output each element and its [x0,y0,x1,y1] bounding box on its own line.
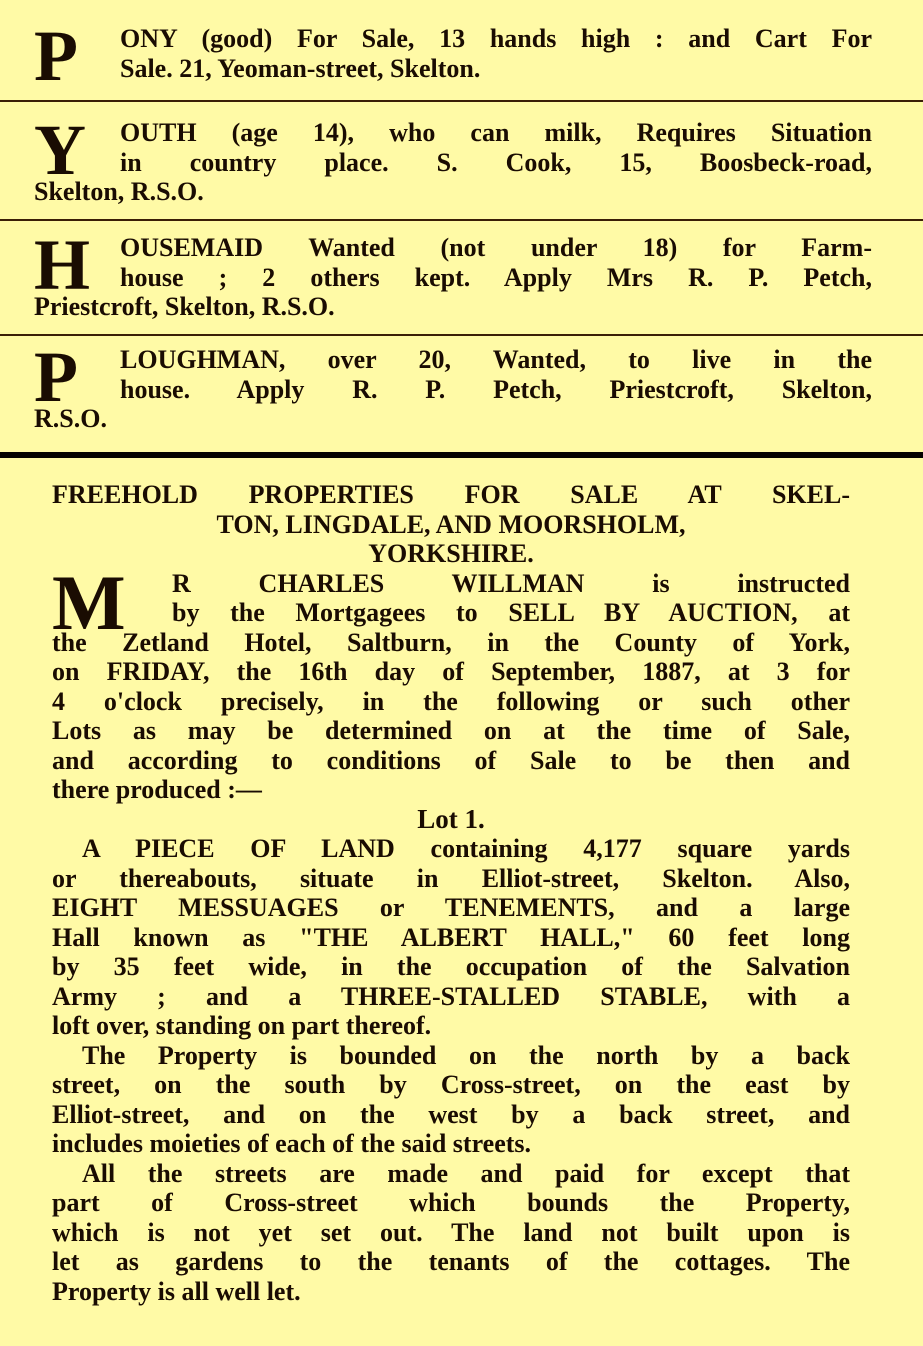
text-line: by the Mortgagees to SELL BY AUCTION, at [172,598,850,627]
text-line: LOUGHMAN, over 20, Wanted, to live in the [120,345,872,374]
text-line: Army ; and a THREE-STALLED STABLE, with a [52,981,850,1011]
text-line: Lots as may be determined on at the time of Sale, [52,716,850,745]
heading-line: YORKSHIRE. [368,539,534,568]
text-line: on FRIDAY, the 16th day of September, 1887, at 3 for [52,657,850,686]
auction-notice [52,480,850,1306]
text-line: A PIECE OF LAND containing 4,177 square yards [82,834,850,863]
thick-divider [0,452,923,458]
text-line: OUTH (age 14), who can milk, Requires Situation [120,118,872,147]
heading-line: FREEHOLD PROPERTIES FOR SALE AT SKEL- [52,480,850,509]
text-line: the Zetland Hotel, Saltburn, in the County of York, [52,627,850,657]
text-line: Property is all well let. [52,1276,301,1306]
divider [0,334,923,336]
lot-title: Lot 1. [417,803,485,834]
text-line: OUSEMAID Wanted (not under 18) for Farm- [120,233,872,262]
text-line: includes moieties of each of the said streets. [52,1129,532,1158]
text-line: street, on the south by Cross-street, on the east by [52,1070,850,1099]
drop-cap: Y [34,110,86,190]
text-line: and according to conditions of Sale to be then and [52,745,850,775]
divider [0,219,923,221]
text-line: All the streets are made and paid for except that [82,1158,850,1188]
lot-description [52,834,850,1306]
classified-ad-pony [34,16,872,96]
text-line: by 35 feet wide, in the occupation of the Salvation [52,952,850,981]
drop-cap: P [34,337,78,417]
text-line: let as gardens to the tenants of the cottages. The [52,1247,850,1276]
text-line: or thereabouts, situate in Elliot-street, Skelton. Also, [52,863,850,893]
classified-ad-housemaid [34,225,872,322]
text-line: Skelton, R.S.O. [34,177,204,206]
text-line: house ; 2 others kept. Apply Mrs R. P. Petch, [120,262,872,292]
classified-ad-youth [34,110,872,207]
text-line: part of Cross-street which bounds the Property, [52,1188,850,1217]
auction-heading [52,480,850,569]
text-line: The Property is bounded on the north by a back [82,1040,850,1070]
text-line: R.S.O. [34,404,107,433]
text-line: Elliot-street, and on the west by a back street, and [52,1099,850,1129]
classified-ad-ploughman [34,337,872,434]
text-line: R CHARLES WILLMAN is instructed [172,568,850,598]
drop-cap: P [34,16,78,96]
drop-cap: H [34,225,91,305]
text-line: Hall known as "THE ALBERT HALL," 60 feet long [52,922,850,952]
text-line: Sale. 21, Yeoman-street, Skelton. [120,53,481,83]
text-line: EIGHT MESSUAGES or TENEMENTS, and a large [52,893,850,922]
auction-intro [52,558,850,805]
text-line: house. Apply R. P. Petch, Priestcroft, Skelton, [120,374,872,404]
heading-line: TON, LINGDALE, AND MOORSHOLM, [216,509,686,539]
text-line: loft over, standing on part thereof. [52,1011,432,1040]
text-line: which is not yet set out. The land not built upon is [52,1217,850,1247]
text-line: Priestcroft, Skelton, R.S.O. [34,292,335,321]
divider [0,100,923,102]
text-line: in country place. S. Cook, 15, Boosbeck-road, [120,147,872,177]
drop-cap: M [52,558,126,646]
text-line: ONY (good) For Sale, 13 hands high : and Cart For [120,24,872,53]
text-line: there produced :— [52,775,262,804]
text-line: 4 o'clock precisely, in the following or such other [52,686,850,716]
